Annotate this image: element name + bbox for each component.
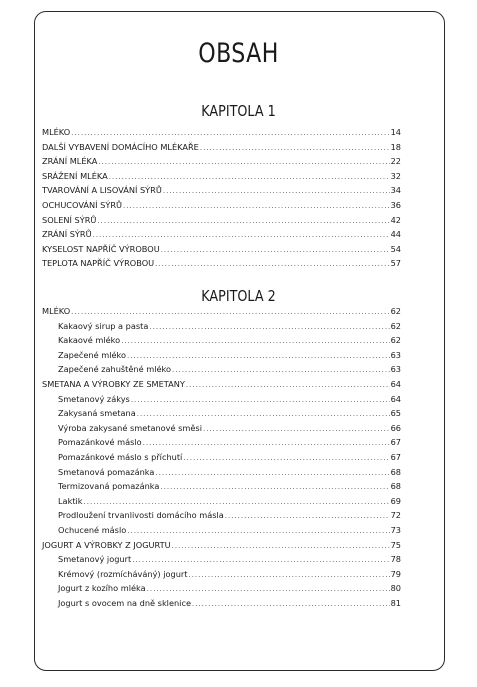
toc-entry[interactable] — [42, 394, 401, 409]
dot-leader — [188, 571, 389, 579]
toc-entry-page: 79 — [390, 568, 401, 579]
dot-leader — [98, 158, 389, 166]
toc-entry-label: TVAROVÁNÍ A LISOVÁNÍ SÝRŮ — [42, 185, 162, 196]
dot-leader — [93, 231, 390, 239]
toc-entry-page: 72 — [390, 510, 401, 521]
toc-entry-page: 62 — [390, 306, 401, 316]
toc-entry[interactable] — [42, 229, 401, 244]
toc-entry-label: Smetanový zákys — [58, 393, 130, 404]
chapter-1-heading: KAPITOLA 1 — [201, 102, 276, 120]
toc-entry[interactable] — [42, 200, 401, 215]
toc-entry-label: ZRÁNÍ SÝRŮ — [42, 229, 92, 240]
toc-entry-page: 66 — [390, 422, 401, 433]
toc-entry-page: 69 — [390, 495, 401, 506]
dot-leader — [163, 187, 390, 195]
toc-entry-label: OCHUCOVÁNÍ SÝRŮ — [42, 199, 123, 210]
toc-entry-label: Jogurt z kozího mléka — [58, 583, 146, 594]
toc-entry-page: 73 — [390, 524, 401, 535]
dot-leader — [192, 600, 390, 608]
toc-entry-label: Laktik — [58, 495, 83, 506]
chapter-2-heading: KAPITOLA 2 — [201, 287, 276, 305]
toc-entry[interactable] — [42, 496, 401, 511]
toc-entry[interactable] — [42, 258, 401, 273]
toc-entry-label: KYSELOST NAPŘÍČ VÝROBOU — [42, 243, 160, 254]
toc-entry-page: 68 — [390, 466, 401, 477]
toc-entry-page: 22 — [390, 156, 401, 167]
toc-entry[interactable] — [42, 127, 401, 142]
chapter-1-toc — [42, 127, 401, 273]
toc-entry-page: 42 — [390, 214, 401, 225]
toc-entry[interactable] — [42, 379, 401, 394]
toc-entry-page: 18 — [390, 141, 401, 152]
toc-entry-page: 63 — [390, 364, 401, 375]
toc-entry-page: 57 — [390, 258, 401, 269]
toc-entry[interactable] — [42, 408, 401, 423]
toc-entry-label: Zapečené zahuštěné mléko — [58, 364, 172, 375]
dot-leader — [183, 454, 389, 462]
toc-entry-label: Zapečené mléko — [58, 349, 126, 360]
toc-entry-page: 67 — [390, 437, 401, 448]
toc-entry-label: ZRÁNÍ MLÉKA — [42, 156, 98, 167]
toc-entry[interactable] — [42, 321, 401, 336]
dot-leader — [71, 129, 389, 137]
toc-entry-label: Smetanový jogurt — [58, 554, 132, 565]
toc-entry[interactable] — [42, 142, 401, 157]
toc-entry-page: 80 — [390, 583, 401, 594]
dot-leader — [97, 217, 389, 225]
toc-entry-label: Krémový (rozmícháváný) jogurt — [58, 568, 188, 579]
toc-entry-label: MLÉKO — [42, 306, 71, 316]
toc-entry-page: 64 — [390, 393, 401, 404]
toc-entry-label: SRÁŽENÍ MLÉKA — [42, 170, 108, 181]
dot-leader — [143, 439, 390, 447]
dot-leader — [137, 410, 390, 418]
dot-leader — [200, 144, 390, 152]
toc-entry-label: Termizovaná pomazánka — [58, 481, 160, 492]
toc-entry-page: 75 — [390, 539, 401, 550]
dot-leader — [172, 542, 390, 550]
toc-entry-label: Kakaový sirup a pasta — [58, 320, 149, 331]
toc-entry[interactable] — [42, 437, 401, 452]
toc-entry-page: 64 — [390, 378, 401, 389]
toc-entry-page: 78 — [390, 554, 401, 565]
toc-entry[interactable] — [42, 452, 401, 467]
toc-entry-label: Pomazánkové máslo — [58, 437, 142, 448]
toc-entry[interactable] — [42, 215, 401, 230]
toc-entry-label: Výroba zakysané smetanové směsi — [58, 422, 202, 433]
dot-leader — [132, 556, 389, 564]
dot-leader — [172, 366, 390, 374]
toc-entry-page: 81 — [390, 597, 401, 608]
toc-entry[interactable] — [42, 540, 401, 555]
toc-entry[interactable] — [42, 171, 401, 186]
dot-leader — [127, 527, 389, 535]
dot-leader — [161, 246, 390, 254]
toc-entry-page: 54 — [390, 243, 401, 254]
toc-entry-page: 44 — [390, 229, 401, 240]
toc-entry-page: 14 — [390, 127, 401, 137]
toc-entry[interactable] — [42, 525, 401, 540]
dot-leader — [109, 173, 390, 181]
toc-entry-label: Pomazánkové máslo s příchutí — [58, 451, 183, 462]
toc-entry-label: JOGURT A VÝROBKY Z JOGURTU — [42, 539, 171, 550]
toc-entry[interactable] — [42, 583, 401, 598]
toc-entry[interactable] — [42, 185, 401, 200]
toc-entry-page: 67 — [390, 451, 401, 462]
toc-entry-label: Ochucené máslo — [58, 524, 127, 535]
dot-leader — [71, 308, 389, 316]
toc-entry-label: SMETANA A VÝROBKY ZE SMETANY — [42, 378, 185, 389]
toc-entry-label: Jogurt s ovocem na dně sklenice — [58, 597, 191, 608]
toc-entry[interactable] — [42, 156, 401, 171]
toc-entry[interactable] — [42, 481, 401, 496]
toc-entry[interactable] — [42, 467, 401, 482]
dot-leader — [127, 352, 390, 360]
toc-entry-label: Zakysaná smetana — [58, 408, 136, 419]
dot-leader — [225, 512, 390, 520]
toc-entry[interactable] — [42, 598, 401, 613]
dot-leader — [203, 425, 390, 433]
toc-entry-page: 34 — [390, 185, 401, 196]
toc-entry-page: 36 — [390, 199, 401, 210]
toc-entry[interactable] — [42, 350, 401, 365]
toc-entry-page: 62 — [390, 320, 401, 331]
toc-entry[interactable] — [42, 364, 401, 379]
toc-entry[interactable] — [42, 569, 401, 584]
toc-entry[interactable] — [42, 423, 401, 438]
toc-entry-label: Prodloužení trvanlivosti domácího másla — [58, 510, 224, 521]
dot-leader — [160, 483, 389, 491]
toc-entry-page: 65 — [390, 408, 401, 419]
toc-entry-page: 68 — [390, 481, 401, 492]
toc-entry-page: 62 — [390, 335, 401, 346]
dot-leader — [147, 585, 390, 593]
toc-entry-label: SOLENÍ SÝRŮ — [42, 214, 97, 225]
toc-entry[interactable] — [42, 335, 401, 350]
dot-leader — [186, 381, 390, 389]
dot-leader — [121, 337, 389, 345]
toc-entry-label: Kakaové mléko — [58, 335, 121, 346]
chapter-2-toc — [42, 306, 401, 612]
toc-entry-label: Smetanová pomazánka — [58, 466, 155, 477]
toc-entry[interactable] — [42, 554, 401, 569]
dot-leader — [155, 260, 389, 268]
toc-entry-label: MLÉKO — [42, 127, 71, 137]
dot-leader — [155, 469, 389, 477]
page-title: OBSAH — [198, 38, 279, 69]
toc-entry[interactable] — [42, 306, 401, 321]
toc-entry-page: 63 — [390, 349, 401, 360]
toc-entry-label: TEPLOTA NAPŘÍČ VÝROBOU — [42, 258, 155, 269]
toc-entry-label: DALŠÍ VYBAVENÍ DOMÁCÍHO MLÉKAŘE — [42, 141, 199, 152]
toc-entry[interactable] — [42, 244, 401, 259]
dot-leader — [131, 396, 390, 404]
dot-leader — [84, 498, 390, 506]
dot-leader — [123, 202, 390, 210]
toc-entry[interactable] — [42, 510, 401, 525]
toc-entry-page: 32 — [390, 170, 401, 181]
dot-leader — [149, 323, 389, 331]
